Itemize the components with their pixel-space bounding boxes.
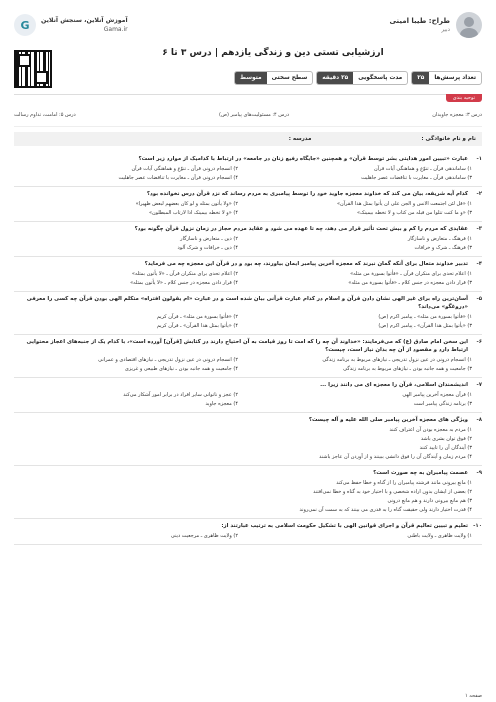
answer-options [14,356,482,373]
answer-option[interactable]: ۲) عجز و ناتوانی سایر افراد در برابر امور آشکار می‌کند [123,392,238,398]
question-heading [14,225,482,233]
author-role: دبیر [441,27,450,33]
stat-value: متوسط [235,72,267,84]
question-text: عبارت «تبیین امور هدایتی بشر توسط قرآن» و همچنین «جایگاه رفیع زنان در جامعه» در ارتباط با کدامیک از موارد زیر است؟ [138,156,468,162]
answer-option[interactable]: ۲) «ولا یأتون بمثله و لو کان بعضهم لبعض ظهیرا» [135,201,238,207]
answer-option[interactable]: ۱) فرهنگ ـ متعارض و ناسازگار [407,236,472,242]
question-text: عصمت پیامبران به چه صورت است؟ [373,470,468,476]
answer-option[interactable]: ۴) قدرت اختیار دارند ولی حقیقت گناه را به قدری می بینند که به سمت آن نمی‌روند [299,507,472,513]
answer-option[interactable]: ۲) انسجام درونی قرآن ـ تنوّع و هماهنگی آیات قرآن [131,166,238,172]
question-item [14,292,482,335]
lesson-item: درس ۳: معجزه جاویدان [432,112,482,118]
answer-options [14,532,482,540]
answer-option[interactable]: ۴) جامعیت و همه جانبه بودن ـ نیازهای طبیعی و غریزی [124,366,238,372]
student-info-bar [14,132,482,146]
stat-duration [316,71,408,85]
question-number: ۶- [476,339,482,345]
question-number: ۲- [476,191,482,197]
question-heading [14,416,482,424]
answer-option[interactable]: ۲) انسجام درونی در عین نزول تدریجی ـ نیازهای اقتصادی و عمرانی [98,357,238,363]
question-number: ۱- [476,156,482,162]
answer-option[interactable]: ۴) «یأتوا بمثل هذا القرآن» ـ قرآن کریم [156,323,238,329]
question-text: اندیشمندان اسلامی، قرآن را معجزه ای می دانند زیرا ... [320,382,468,388]
answer-options [14,200,482,217]
exam-stats [234,71,482,85]
answer-option[interactable]: ۱) مردم به معجزه بودن آن اعتراف کنند [389,427,472,433]
stat-label: مدت پاسخگویی [358,75,403,81]
answer-option[interactable]: ۱) اعلام تحدی برای منکران قرآن ـ «فأتوا بسورة من مثله» [350,271,472,277]
question-number: ۱۰- [473,523,482,529]
stat-difficulty [234,71,313,85]
gama-logo-icon: G [14,14,36,36]
answer-option[interactable]: ۱) انسجام درونی در عین نزول تدریجی ـ نیازهای مربوط به برنامه زندگی [322,357,472,363]
answer-option[interactable]: ۴) انسجام درونی قرآن ـ مغایرت با تناقضات عصر جاهلیت [118,175,238,181]
question-heading [14,381,482,389]
question-item [14,466,482,519]
answer-option[interactable]: ۳) «و ما کنت تتلوا من قبله من کتاب و لا تخطه بیمینک» [356,210,472,216]
qr-code-icon[interactable] [14,50,52,88]
answer-option[interactable]: ۱) ولایت ظاهری ـ ولایت باطنی [407,533,472,539]
answer-options [14,479,482,514]
stat-value: ۲۵ [412,72,429,84]
answer-option[interactable]: ۴) مردم زمان و آیندگان آن را فوق دانشی ببینند و از آوردن آن عاجز باشند [319,454,472,460]
answer-option[interactable]: ۴) معجزه جاوید [205,401,238,407]
question-text: آسان‌ترین راه برای غیر الهی نشان دادن قرآن و اسلام در کدام عبارت قرآنی بیان شده است و در عبارت «ام یقولون افتراه» متکلم الهی بودن قرآن چه کسی را معرفی «دروغگو» می‌داند؟ [26,296,468,310]
answer-option[interactable]: ۲) دین ـ متعارض و ناسازگار [180,236,238,242]
section-tag: توحیه بندی [446,94,482,102]
question-heading [14,295,482,311]
question-list [14,152,482,545]
stat-label: سطح سختی [271,75,308,81]
answer-option[interactable]: ۱) مانع بیرونی مانند فرشته پیامبران را از گناه و خطا حفظ می‌کند [336,480,472,486]
brand-site: Gama.ir [103,26,128,33]
question-number: ۷- [476,382,482,388]
question-number: ۳- [476,226,482,232]
question-item [14,519,482,545]
stat-value: ۲۵ دقیقه [317,72,353,84]
question-item [14,187,482,222]
question-text: کدام آیه شریفه، بیان می کند که خداوند معجزه جاوید خود را توسط پیامبری به مردم رساند که نزد قرآن درس نخوانده بود؟ [146,191,468,197]
avatar [456,12,482,38]
lesson-item: درس ۴: مسئولیت‌های پیامبر (ص) [219,112,290,118]
question-number: ۸- [476,417,482,423]
answer-options [14,235,482,252]
page-header [14,12,482,48]
answer-options [14,426,482,461]
question-item [14,378,482,413]
answer-option[interactable]: ۲) بعضی از ایشان بدون اراده شخصی و با اختیار خود به گناه و خطا نمی‌افتند [313,489,472,495]
question-item [14,413,482,466]
exam-title: ارزشیابی تستی دین و زندگی یازدهم | درس ۳ تا ۶ [162,48,384,58]
answer-option[interactable]: ۳) قرار دادن معجزه در جنس کلام ـ «فأتوا بسورة من مثله» [348,280,472,286]
question-item [14,335,482,378]
question-text: ویژگی های معجزه آخرین پیامبر صلی الله علیه و آله چیست؟ [308,417,468,423]
answer-option[interactable]: ۴) دین ـ خرافات و شرک آلود [177,245,238,251]
question-text: تدبیر خداوند متعال برای آنکه گمان نبرند که معجزه آخرین پیامبر ایمان بیاورند، چه بود و در قرآن این معجزه چه می فرماید؟ [144,261,468,267]
answer-option[interactable]: ۲) ولایت ظاهری ـ مرجعیت دینی [170,533,238,539]
question-heading [14,522,482,530]
question-heading [14,190,482,198]
stat-question-count [411,71,482,85]
answer-option[interactable]: ۳) برنامه زندگی پیامبر است [413,401,472,407]
question-heading [14,155,482,163]
answer-option[interactable]: ۳) فرهنگ ـ شرک و خرافات [414,245,472,251]
author-block [389,12,482,38]
answer-option[interactable]: ۱) ساماندهی قرآن ـ تنوّع و هماهنگی آیات قرآن [374,166,472,172]
author-name: طراح: طیبا امینی [389,17,450,25]
answer-option[interactable]: ۲) «فأتوا بسورة من مثله» ـ قرآن کریم [156,314,238,320]
name-label: نام و نام خانوادگی : [421,136,476,142]
answer-options [14,165,482,182]
question-number: ۵- [476,296,482,302]
question-item [14,222,482,257]
question-item [14,257,482,292]
answer-option[interactable]: ۳) جامعیت و همه جانبه بودن ـ نیازهای مربوط به برنامه زندگی [343,366,472,372]
answer-options [14,391,482,408]
stat-label: تعداد پرسش‌ها [434,75,476,81]
answer-option[interactable]: ۱) «قل لئن اجتمعت الانس و الجن علی ان یأتوا بمثل هذا القرآن» [336,201,472,207]
answer-option[interactable]: ۳) «یأتوا بمثل هذا القرآن» ـ پیامبر اکرم (ص) [378,323,472,329]
answer-option[interactable]: ۳) ساماندهی قرآن ـ مغایرت با تناقضات عصر جاهلیت [361,175,472,181]
answer-option[interactable]: ۱) «فأتوا بسورة من مثله» ـ پیامبر اکرم (ص) [378,314,472,320]
answer-options [14,270,482,287]
question-number: ۴- [476,261,482,267]
question-number: ۹- [476,470,482,476]
lesson-list [14,112,482,127]
brand-title: آموزش آنلاین، سنجش آنلاین [41,17,128,24]
answer-option[interactable]: ۲) فوق توان بشری باشد [420,436,472,442]
exam-info [14,46,482,96]
question-text: این سخن امام صادق (ع) که می‌فرمایند: «خداوند آن چه را که امت تا روز قیامت به آن احتیاج دارند در کتابش [قرآن] آورده است»، با کدام یک از جنبه‌های اعجاز محتوایی ارتباط دارد و مقصود از آن چه بدان نیاز است، چیست؟ [26,339,468,353]
answer-option[interactable]: ۱) قرآن معجزه آخرین پیامبر الهی [402,392,472,398]
lesson-item: درس ۵: امامت، تداوم رسالت [14,112,76,118]
answer-option[interactable]: ۴) قرار دادن معجزه در جنس کلام ـ «لا یأتون بمثله» [130,280,238,286]
question-heading [14,338,482,354]
question-heading [14,469,482,477]
page-number: صفحه ۱ [465,693,482,699]
answer-options [14,313,482,330]
answer-option[interactable]: ۳) هم مانع بیرونی دارند و هم مانع درونی [387,498,472,504]
school-label: مدرسه : [288,136,312,142]
section-bar [14,94,482,104]
answer-option[interactable]: ۲) اعلام تحدی برای منکران قرآن ـ «لا یأتون بمثله» [131,271,238,277]
answer-option[interactable]: ۳) آیندگان آن را تایید کنند [419,445,472,451]
question-text: تعلیم و تبیین تعالیم قرآن و اجرای قوانین الهی با تشکیل حکومت اسلامی به ترتیب عبارتند از: [221,523,468,529]
brand-block [14,14,128,36]
question-item [14,152,482,187]
answer-option[interactable]: ۴) «و لا تخطه بیمینک اذا لارتاب المبطلون» [148,210,238,216]
question-heading [14,260,482,268]
question-text: عقایدی که مردم را کم و بیش تحت تأثیر قرار می دهد، چه تا عهده می شود و عقاید مردم حجاز در زمان نزول قرآن چگونه بود؟ [134,226,468,232]
